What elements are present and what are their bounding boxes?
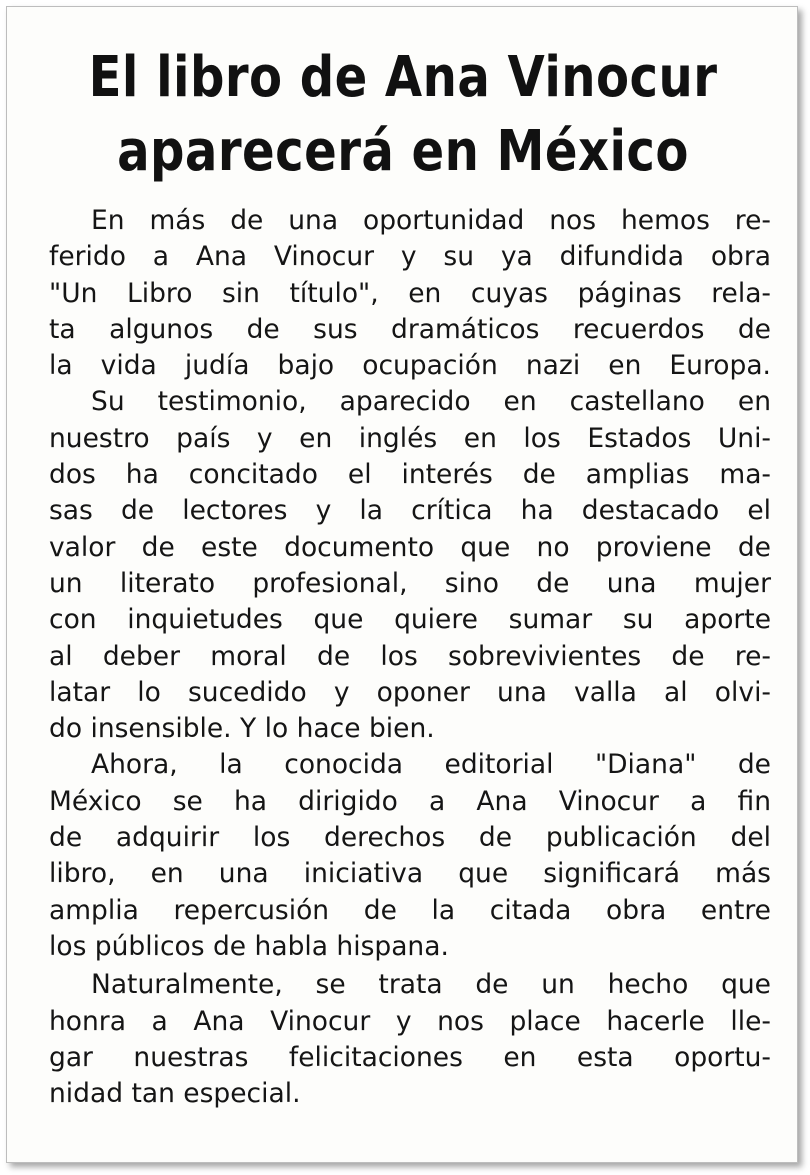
paragraph-1 <box>49 203 771 384</box>
text-line: gar nuestras felicitaciones en esta oportu- <box>49 1041 771 1073</box>
text-line: al deber moral de los sobrevivientes de re- <box>49 640 771 672</box>
text-line: Naturalmente, se trata de un hecho que <box>91 969 771 1001</box>
text-line: valor de este documento que no proviene de <box>49 531 771 563</box>
paragraph-3 <box>49 747 771 965</box>
text-line: En más de una oportunidad nos hemos re- <box>91 205 771 236</box>
text-line: nuestro país y en inglés en los Estados Uni- <box>49 422 771 454</box>
article-body <box>49 203 771 1112</box>
paragraph-4 <box>49 967 771 1112</box>
text-line: do insensible. Y lo hace bien. <box>49 713 435 745</box>
text-line: dos ha concitado el interés de amplias ma- <box>49 459 771 491</box>
text-line: un literato profesional, sino de una mujer <box>49 567 771 599</box>
text-line: los públicos de habla hispana. <box>49 930 449 962</box>
text-line: honra a Ana Vinocur y nos place hacerle lle- <box>49 1005 771 1037</box>
headline-line-1: El libro de Ana Vinocur <box>88 45 718 110</box>
newspaper-clipping <box>6 6 798 1163</box>
text-line: "Un Libro sin título", en cuyas páginas rela- <box>49 277 771 309</box>
text-line: nidad tan especial. <box>49 1078 301 1110</box>
text-line: amplia repercusión de la citada obra entre <box>49 894 771 926</box>
text-line: con inquietudes que quiere sumar su aporte <box>49 604 771 636</box>
text-line: la vida judía bajo ocupación nazi en Europa. <box>49 350 771 382</box>
text-line: Su testimonio, aparecido en castellano en <box>91 386 771 418</box>
text-line: Ahora, la conocida editorial "Diana" de <box>91 749 771 781</box>
text-line: sas de lectores y la crítica ha destacado el <box>49 495 771 527</box>
text-line: de adquirir los derechos de publicación del <box>49 822 771 854</box>
text-line: ta algunos de sus dramáticos recuerdos de <box>49 313 771 345</box>
paragraph-2 <box>49 384 771 747</box>
text-line: latar lo sucedido y oponer una valla al olvi- <box>49 676 771 708</box>
text-line: ferido a Ana Vinocur y su ya difundida obra <box>49 241 771 273</box>
text-line: México se ha dirigido a Ana Vinocur a fin <box>49 785 771 817</box>
headline <box>80 41 727 189</box>
headline-line-2: aparecerá en México <box>117 119 689 184</box>
text-line: libro, en una iniciativa que significará más <box>49 858 771 890</box>
